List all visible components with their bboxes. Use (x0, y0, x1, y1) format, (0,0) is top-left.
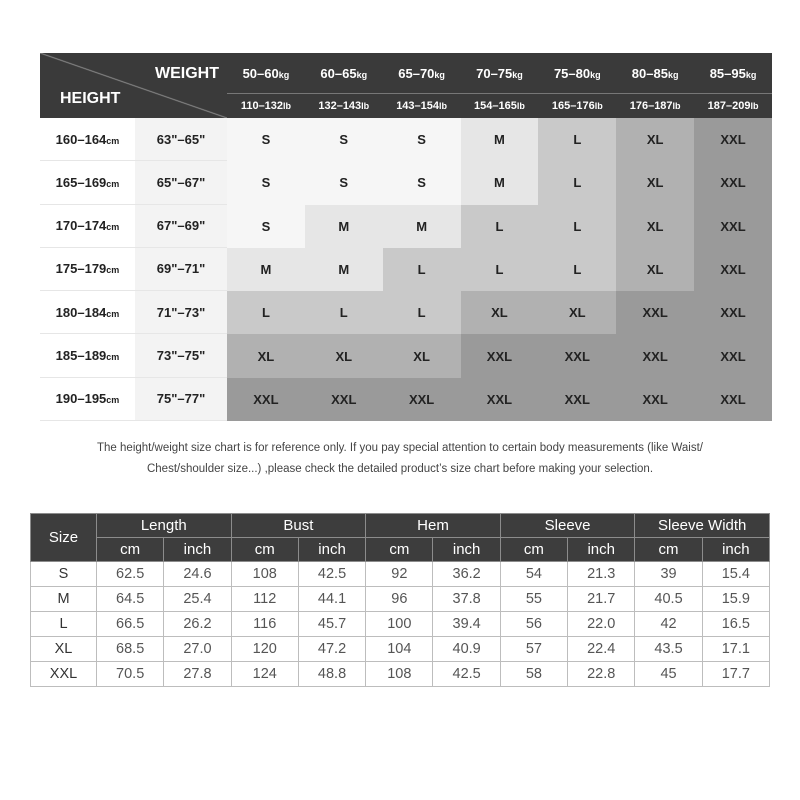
measurement-value: 45 (635, 662, 702, 687)
size-cell: XXL (616, 291, 694, 334)
measurement-value: 70.5 (97, 662, 164, 687)
size-cell: L (538, 205, 616, 248)
measurement-value: 112 (231, 587, 298, 612)
measurement-value: 15.9 (702, 587, 769, 612)
measurement-value: 120 (231, 637, 298, 662)
measurement-value: 44.1 (298, 587, 365, 612)
size-cell: S (305, 161, 383, 204)
size-cell: XXL (694, 291, 772, 334)
measurement-row (31, 587, 770, 612)
measurement-value: 42 (635, 612, 702, 637)
measurement-value: 27.0 (164, 637, 231, 662)
measurement-value: 48.8 (298, 662, 365, 687)
height-cm-label: 160–164cm (40, 118, 135, 161)
measurement-value: 124 (231, 662, 298, 687)
measurement-unit-row (31, 538, 770, 562)
size-cell: L (305, 291, 383, 334)
measurement-value: 40.9 (433, 637, 500, 662)
measurement-value: 26.2 (164, 612, 231, 637)
height-cm-label: 185–189cm (40, 334, 135, 377)
unit-header-inch: inch (568, 538, 635, 562)
size-cell: L (383, 291, 461, 334)
measurement-size-label: S (31, 562, 97, 587)
size-chart-row (40, 118, 772, 161)
measurement-value: 58 (500, 662, 567, 687)
size-cell: XXL (694, 205, 772, 248)
weight-label: WEIGHT (155, 65, 219, 82)
weight-lb-header: 165–176lb (538, 94, 616, 118)
weight-lb-header: 154–165lb (461, 94, 539, 118)
measurement-value: 17.1 (702, 637, 769, 662)
measurement-size-label: XXL (31, 662, 97, 687)
measurement-value: 21.7 (568, 587, 635, 612)
unit-header-inch: inch (433, 538, 500, 562)
size-cell: M (305, 205, 383, 248)
size-cell: XXL (616, 378, 694, 421)
measurement-value: 21.3 (568, 562, 635, 587)
size-cell: XL (227, 334, 305, 377)
measurement-value: 15.4 (702, 562, 769, 587)
measurement-table (30, 513, 770, 687)
measurement-value: 16.5 (702, 612, 769, 637)
measurement-size-label: XL (31, 637, 97, 662)
chart-corner-header (40, 53, 227, 118)
weight-kg-header: 50–60kg (227, 53, 305, 94)
size-cell: L (461, 205, 539, 248)
size-cell: M (461, 118, 539, 161)
size-chart-row (40, 248, 772, 291)
unit-header-cm: cm (500, 538, 567, 562)
size-chart-note (30, 438, 770, 480)
measurement-value: 57 (500, 637, 567, 662)
weight-kg-header-row (40, 53, 772, 94)
measurement-row (31, 562, 770, 587)
size-column-header: Size (31, 514, 97, 562)
size-cell: XXL (694, 334, 772, 377)
measurement-value: 27.8 (164, 662, 231, 687)
measurement-value: 100 (366, 612, 433, 637)
measurement-value: 66.5 (97, 612, 164, 637)
measurement-table-body (31, 562, 770, 687)
measurement-value: 108 (366, 662, 433, 687)
measurement-value: 22.0 (568, 612, 635, 637)
size-cell: M (227, 248, 305, 291)
unit-header-inch: inch (298, 538, 365, 562)
size-chart-row (40, 205, 772, 248)
height-cm-label: 165–169cm (40, 161, 135, 204)
measurement-value: 42.5 (298, 562, 365, 587)
size-cell: S (305, 118, 383, 161)
measurement-value: 108 (231, 562, 298, 587)
unit-header-cm: cm (366, 538, 433, 562)
size-cell: S (383, 161, 461, 204)
size-cell: XXL (538, 334, 616, 377)
height-cm-label: 175–179cm (40, 248, 135, 291)
weight-kg-header: 65–70kg (383, 53, 461, 94)
weight-kg-header: 75–80kg (538, 53, 616, 94)
size-cell: XXL (461, 378, 539, 421)
weight-kg-header: 60–65kg (305, 53, 383, 94)
size-cell: XL (538, 291, 616, 334)
size-cell: L (227, 291, 305, 334)
weight-lb-header: 110–132lb (227, 94, 305, 118)
measurement-value: 104 (366, 637, 433, 662)
measurement-value: 37.8 (433, 587, 500, 612)
size-cell: M (461, 161, 539, 204)
measurement-value: 92 (366, 562, 433, 587)
measurement-value: 64.5 (97, 587, 164, 612)
measurement-value: 17.7 (702, 662, 769, 687)
measurement-value: 43.5 (635, 637, 702, 662)
size-cell: L (538, 118, 616, 161)
group-header-sleeve-width: Sleeve Width (635, 514, 770, 538)
measurement-value: 39.4 (433, 612, 500, 637)
height-inch-label: 63"–65" (135, 118, 227, 161)
measurement-value: 24.6 (164, 562, 231, 587)
weight-kg-header: 80–85kg (616, 53, 694, 94)
height-label: HEIGHT (60, 90, 121, 107)
size-cell: L (461, 248, 539, 291)
size-chart-row (40, 378, 772, 421)
size-cell: M (305, 248, 383, 291)
group-header-hem: Hem (366, 514, 501, 538)
size-cell: XL (616, 248, 694, 291)
height-inch-label: 67"–69" (135, 205, 227, 248)
measurement-value: 42.5 (433, 662, 500, 687)
measurement-value: 116 (231, 612, 298, 637)
size-cell: XXL (227, 378, 305, 421)
weight-lb-header: 143–154lb (383, 94, 461, 118)
size-cell: M (383, 205, 461, 248)
measurement-value: 96 (366, 587, 433, 612)
group-header-bust: Bust (231, 514, 366, 538)
weight-lb-header: 187–209lb (694, 94, 772, 118)
size-cell: XXL (694, 118, 772, 161)
height-inch-label: 73"–75" (135, 334, 227, 377)
measurement-value: 62.5 (97, 562, 164, 587)
size-cell: XL (616, 205, 694, 248)
weight-lb-header: 176–187lb (616, 94, 694, 118)
measurement-value: 68.5 (97, 637, 164, 662)
size-cell: XL (616, 118, 694, 161)
measurement-value: 54 (500, 562, 567, 587)
weight-kg-header: 85–95kg (694, 53, 772, 94)
height-cm-label: 170–174cm (40, 205, 135, 248)
height-weight-size-chart (40, 53, 772, 421)
measurement-size-label: L (31, 612, 97, 637)
height-inch-label: 75"–77" (135, 378, 227, 421)
weight-kg-header: 70–75kg (461, 53, 539, 94)
unit-header-cm: cm (97, 538, 164, 562)
size-chart-row (40, 291, 772, 334)
size-cell: XXL (461, 334, 539, 377)
measurement-row (31, 637, 770, 662)
size-chart-row (40, 334, 772, 377)
size-cell: XXL (538, 378, 616, 421)
measurement-value: 22.4 (568, 637, 635, 662)
measurement-value: 47.2 (298, 637, 365, 662)
size-cell: XL (383, 334, 461, 377)
unit-header-cm: cm (231, 538, 298, 562)
unit-header-cm: cm (635, 538, 702, 562)
note-line-1: The height/weight size chart is for reference only. If you pay special attention to certain body measurements (like Waist/ (97, 442, 703, 454)
size-cell: S (227, 161, 305, 204)
measurement-value: 45.7 (298, 612, 365, 637)
size-cell: L (538, 248, 616, 291)
measurement-group-row (31, 514, 770, 538)
size-cell: XXL (694, 161, 772, 204)
measurement-value: 40.5 (635, 587, 702, 612)
measurement-row (31, 612, 770, 637)
height-cm-label: 190–195cm (40, 378, 135, 421)
measurement-row (31, 662, 770, 687)
size-cell: S (227, 205, 305, 248)
size-cell: XXL (383, 378, 461, 421)
weight-lb-header: 132–143lb (305, 94, 383, 118)
measurement-value: 39 (635, 562, 702, 587)
size-cell: L (538, 161, 616, 204)
size-cell: XL (305, 334, 383, 377)
size-cell: XXL (694, 248, 772, 291)
height-inch-label: 71"–73" (135, 291, 227, 334)
height-inch-label: 69"–71" (135, 248, 227, 291)
measurement-value: 55 (500, 587, 567, 612)
size-chart-row (40, 161, 772, 204)
size-cell: XXL (616, 334, 694, 377)
note-line-2: Chest/shoulder size...) ,please check the detailed product’s size chart before making your selection. (146, 463, 654, 475)
size-cell: S (383, 118, 461, 161)
size-cell: XXL (694, 378, 772, 421)
measurement-value: 56 (500, 612, 567, 637)
unit-header-inch: inch (164, 538, 231, 562)
size-cell: XXL (305, 378, 383, 421)
size-cell: L (383, 248, 461, 291)
size-cell: XL (616, 161, 694, 204)
measurement-value: 22.8 (568, 662, 635, 687)
group-header-sleeve: Sleeve (500, 514, 635, 538)
measurement-value: 36.2 (433, 562, 500, 587)
measurement-value: 25.4 (164, 587, 231, 612)
size-chart-body (40, 118, 772, 421)
measurement-size-label: M (31, 587, 97, 612)
size-cell: XL (461, 291, 539, 334)
unit-header-inch: inch (702, 538, 769, 562)
size-cell: S (227, 118, 305, 161)
height-inch-label: 65"–67" (135, 161, 227, 204)
height-cm-label: 180–184cm (40, 291, 135, 334)
group-header-length: Length (97, 514, 232, 538)
